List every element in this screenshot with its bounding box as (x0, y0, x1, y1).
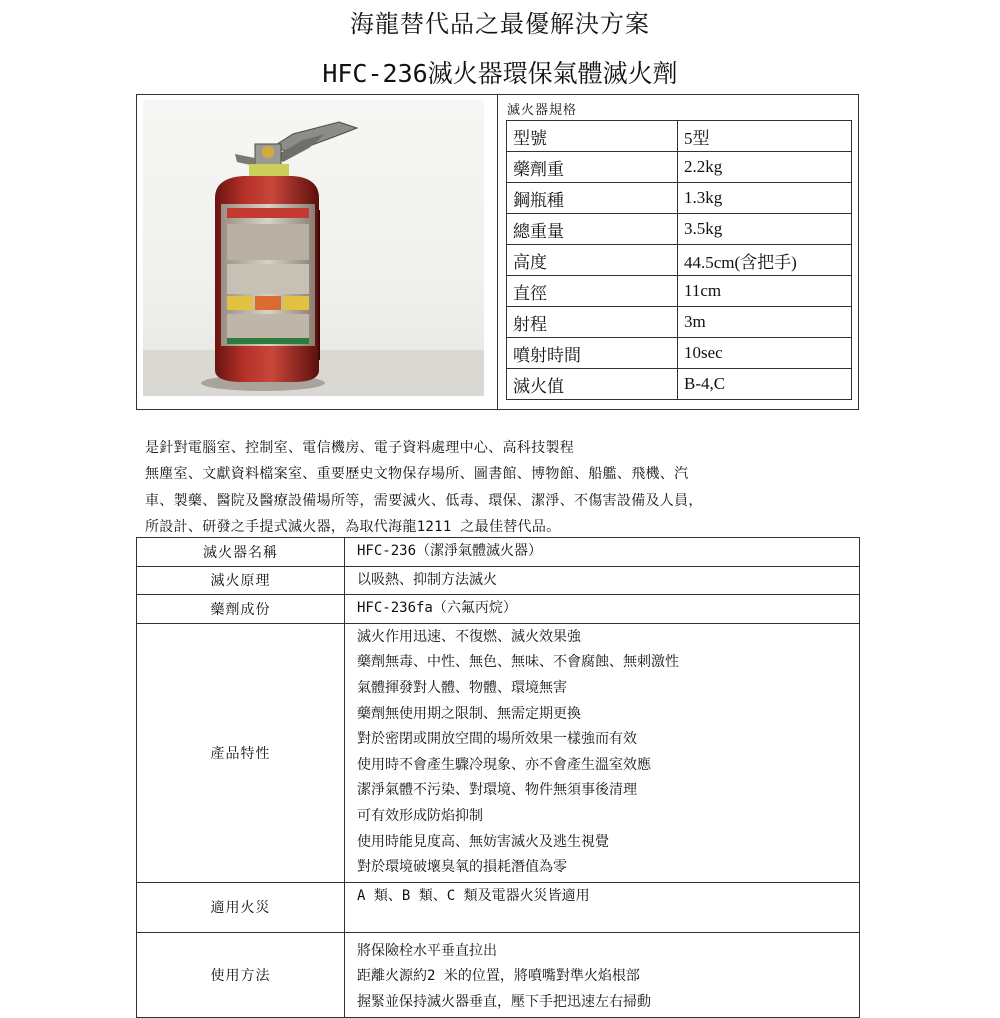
table-value-line: 藥劑無毒、中性、無色、無味、不會腐蝕、無刺激性 (357, 654, 679, 671)
table-row-key: 產品特性 (137, 623, 345, 882)
spec-row (507, 152, 852, 183)
table-row-value (345, 538, 860, 567)
table-value-line: 潔淨氣體不污染、對環境、物件無須事後清理 (357, 782, 637, 799)
description-line: 所設計、研發之手提式滅火器，為取代海龍1211 之最佳替代品。 (145, 519, 561, 535)
table-row (137, 623, 860, 882)
product-table (136, 537, 860, 1018)
table-row-value (345, 932, 860, 1017)
table-value-line: 使用時不會產生驟冷現象、亦不會產生溫室效應 (357, 756, 651, 773)
table-value-line: 以吸熱、抑制方法滅火 (357, 571, 497, 588)
spec-key: 高度 (507, 245, 678, 276)
page-title: 海龍替代品之最優解決方案 (350, 10, 650, 38)
table-row-key: 使用方法 (137, 932, 345, 1017)
table-value-line: 對於環境破壞臭氧的損耗潛值為零 (357, 859, 567, 876)
spec-key: 射程 (507, 307, 678, 338)
table-row-value (345, 882, 860, 932)
table-row-key: 藥劑成份 (137, 595, 345, 624)
spec-row (507, 183, 852, 214)
spec-key: 總重量 (507, 214, 678, 245)
spec-row (507, 214, 852, 245)
table-row (137, 932, 860, 1017)
spec-row (507, 276, 852, 307)
spec-row (507, 121, 852, 152)
description-line: 車、製藥、醫院及醫療設備場所等，需要滅火、低毒、環保、潔淨、不傷害設備及人員， (145, 493, 703, 509)
table-value-line: HFC-236fa（六氟丙烷） (357, 600, 517, 617)
fire-extinguisher-illustration (143, 100, 484, 396)
table-value-line: 將保險栓水平垂直拉出 (357, 942, 497, 959)
page-subtitle: HFC-236滅火器環保氣體滅火劑 (322, 59, 678, 88)
table-row-value (345, 595, 860, 624)
description-line: 無塵室、文獻資料檔案室、重要歷史文物保存場所、圖書館、博物館、船艦、飛機、汽 (145, 466, 689, 482)
fire-extinguisher-photo (143, 100, 484, 396)
table-row-value (345, 623, 860, 882)
table-row (137, 882, 860, 932)
spec-row (507, 338, 852, 369)
spec-caption: 滅火器規格 (507, 103, 578, 118)
spec-value: B-4,C (678, 369, 852, 400)
table-row (137, 566, 860, 595)
spec-key: 滅火值 (507, 369, 678, 400)
spec-value: 10sec (678, 338, 852, 369)
table-row (137, 538, 860, 567)
spec-key: 型號 (507, 121, 678, 152)
spec-value: 3m (678, 307, 852, 338)
spec-value: 11cm (678, 276, 852, 307)
table-value-line: 握緊並保持滅火器垂直，壓下手把迅速左右掃動 (357, 993, 651, 1010)
spec-key: 藥劑重 (507, 152, 678, 183)
table-row-key: 適用火災 (137, 882, 345, 932)
spec-value: 3.5kg (678, 214, 852, 245)
spec-value: 44.5cm(含把手) (678, 245, 852, 276)
spec-value: 2.2kg (678, 152, 852, 183)
description-line: 是針對電腦室、控制室、電信機房、電子資料處理中心、高科技製程 (145, 440, 574, 456)
table-row-value (345, 566, 860, 595)
spec-row (507, 369, 852, 400)
table-value-line: A 類、B 類、C 類及電器火災皆適用 (357, 887, 590, 904)
table-value-line: 可有效形成防焰抑制 (357, 807, 483, 824)
spec-key: 鋼瓶種 (507, 183, 678, 214)
table-value-line: 氣體揮發對人體、物體、環境無害 (357, 679, 567, 696)
spec-table (506, 120, 852, 400)
spec-row (507, 245, 852, 276)
spec-value: 5型 (678, 121, 852, 152)
spec-value: 1.3kg (678, 183, 852, 214)
table-row-key: 滅火器名稱 (137, 538, 345, 567)
table-value-line: 對於密閉或開放空間的場所效果一樣強而有效 (357, 731, 637, 748)
spec-box-divider (497, 94, 498, 410)
table-value-line: 滅火作用迅速、不復燃、滅火效果強 (357, 628, 581, 645)
spec-key: 噴射時間 (507, 338, 678, 369)
table-value-line: HFC-236（潔淨氣體滅火器） (357, 543, 543, 559)
table-value-line: 距離火源約2 米的位置，將噴嘴對準火焰根部 (357, 968, 640, 985)
table-value-line: 使用時能見度高、無妨害滅火及逃生視覺 (357, 833, 609, 850)
spec-key: 直徑 (507, 276, 678, 307)
table-value-line: 藥劑無使用期之限制、無需定期更換 (357, 705, 581, 722)
spec-row (507, 307, 852, 338)
table-row (137, 595, 860, 624)
table-row-key: 滅火原理 (137, 566, 345, 595)
